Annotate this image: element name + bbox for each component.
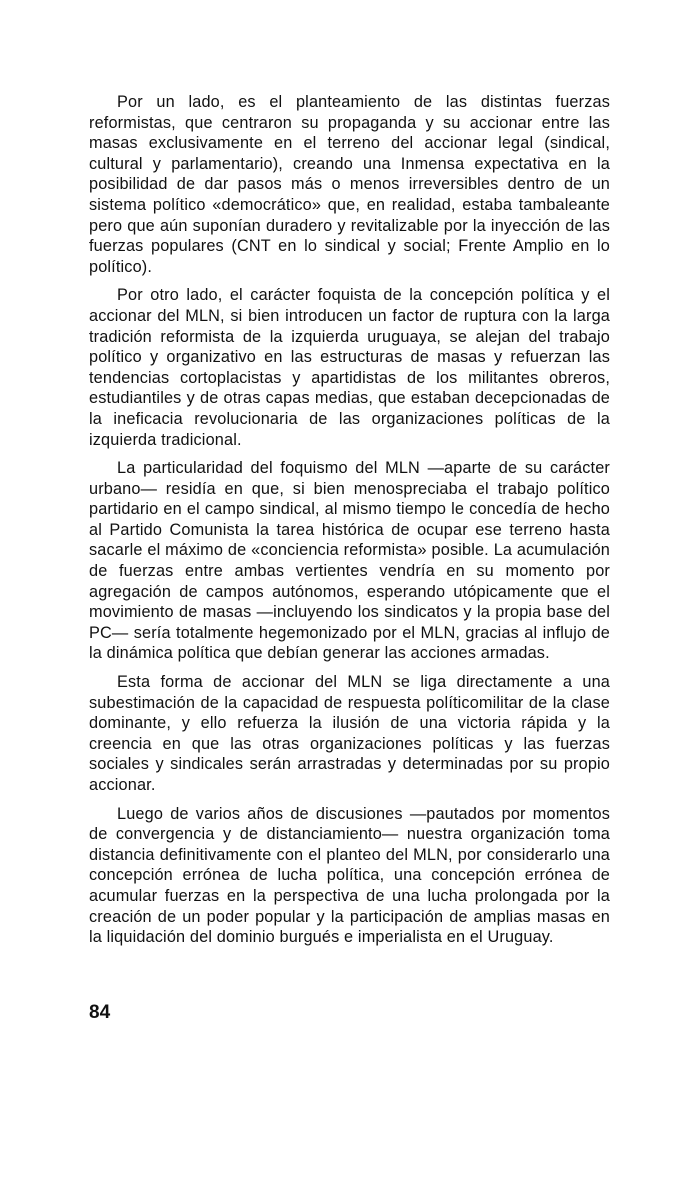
page-number: 84 — [89, 1002, 111, 1023]
paragraph-1: Por un lado, es el planteamiento de las distintas fuerzas reformistas, que centraron su propaganda y su accionar entre las masas exclusivamente en el terreno del accionar legal (sindical, cultural y parlamentario), creando una Inmensa expectativa en la posibilidad de dar pasos más o menos irreversibles dentro de un sistema político «democrático» que, en realidad, estaba tambaleante pero que aún suponían duradero y revitalizable por la inyección de las fuerzas populares (CNT en lo sindical y social; Frente Amplio en lo político). — [89, 93, 610, 276]
paragraph-3: La particularidad del foquismo del MLN —aparte de su carácter urbano— residía en que, si bien menospreciaba el trabajo político partidario en el campo sindical, al mismo tiempo le concedía de hecho al Partido Comunista la tarea histórica de ocupar ese terreno hasta sacarle el máximo de «conciencia reformista» posible. La acumulación de fuerzas entre ambas vertientes vendría en su momento por agregación de campos autónomos, esperando utópicamente que el movimiento de masas —incluyendo los sindicatos y la propia base del PC— sería totalmente hegemonizado por el MLN, gracias al influjo de la dinámica política que debían generar las acciones armadas. — [89, 459, 610, 663]
paragraph-4: Esta forma de accionar del MLN se liga directamente a una subestimación de la capacidad de respuesta políticomilitar de la clase dominante, y ello refuerza la ilusión de una victoria rápida y la creencia en que las otras organizaciones políticas y las fuerzas sociales y sindicales serán arrastradas y determinadas por su propio accionar. — [89, 673, 610, 794]
paragraph-5: Luego de varios años de discusiones —pautados por momentos de convergencia y de distanciamiento— nuestra organización toma distancia definitivamente con el planteo del MLN, por considerarlo una concepción errónea de lucha política, una concepción errónea de acumular fuerzas en la perspectiva de una lucha prolongada por la creación de un poder popular y la participación de amplias masas en la liquidación del dominio burgués e imperialista en el Uruguay. — [89, 804, 610, 947]
paragraph-2: Por otro lado, el carácter foquista de la concepción política y el accionar del MLN, si bien introducen un factor de ruptura con la larga tradición reformista de la izquierda uruguaya, se alejan del trabajo político y organizativo en las estructuras de masas y refuerzan las tendencias cortoplacistas y apartidistas de los militantes obreros, estudiantiles y de otras capas medias, que estaban decepcionadas de la ineficacia revolucionaria de las organizaciones políticas de la izquierda tradicional. — [89, 286, 610, 449]
body-text — [89, 92, 610, 956]
